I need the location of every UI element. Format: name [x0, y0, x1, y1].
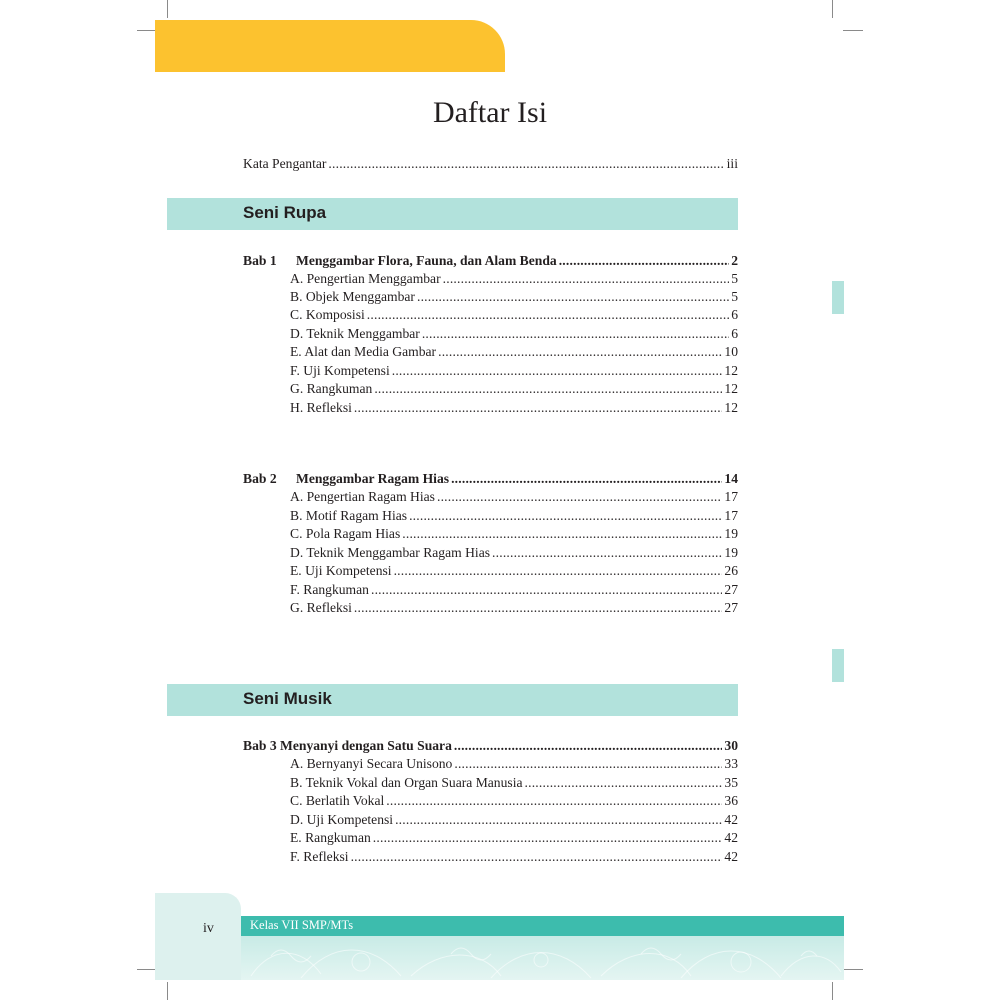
chapter-heading — [243, 252, 557, 270]
header-tab — [155, 20, 505, 72]
toc-entry-page: 19 — [724, 526, 738, 541]
chapter-number: Bab 2 — [243, 471, 277, 486]
leader-dots — [525, 774, 723, 792]
toc-entry-label: D. Uji Kompetensi — [290, 812, 394, 827]
toc-entry[interactable] — [290, 792, 738, 810]
toc-entry[interactable] — [290, 599, 738, 617]
leader-dots — [443, 270, 730, 288]
page-number: iv — [203, 921, 214, 936]
leader-dots — [374, 380, 722, 398]
leader-dots — [422, 325, 729, 343]
toc-entry[interactable] — [290, 544, 738, 562]
chapter-page: 14 — [724, 471, 738, 486]
toc-entry[interactable] — [290, 525, 738, 543]
toc-entry[interactable] — [290, 380, 738, 398]
toc-entry[interactable] — [290, 562, 738, 580]
leader-dots — [386, 792, 722, 810]
section-title: Seni Musik — [243, 689, 332, 708]
leader-dots — [402, 525, 722, 543]
crop-mark — [167, 982, 168, 1000]
toc-entry-label: Kata Pengantar — [243, 156, 327, 171]
book-title: Kelas VII SMP/MTs — [250, 918, 354, 932]
toc-entry-label: E. Uji Kompetensi — [290, 563, 392, 578]
leader-dots — [354, 599, 722, 617]
toc-entry-page: 12 — [724, 400, 738, 415]
page-title: Daftar Isi — [432, 96, 548, 129]
toc-chapter-3[interactable] — [243, 737, 738, 755]
toc-entry-page: 10 — [724, 344, 738, 359]
toc-entry-label: C. Pola Ragam Hias — [290, 526, 401, 541]
chapter-heading — [243, 470, 449, 488]
leader-dots — [392, 362, 723, 380]
chapter-number: Bab 1 — [243, 253, 277, 268]
toc-entry[interactable] — [290, 755, 738, 773]
chapter-title: Menggambar Ragam Hias — [296, 471, 450, 486]
toc-entry-label: E. Rangkuman — [290, 830, 371, 845]
toc-entry-label: G. Refleksi — [290, 600, 352, 615]
toc-entry[interactable] — [290, 325, 738, 343]
toc-entry-page: 19 — [724, 545, 738, 560]
toc-entry[interactable] — [290, 507, 738, 525]
toc-entry-label: A. Pengertian Ragam Hias — [290, 489, 435, 504]
leader-dots — [437, 488, 722, 506]
crop-mark — [832, 0, 833, 18]
toc-entry[interactable] — [290, 581, 738, 599]
section-title: Seni Rupa — [243, 203, 327, 222]
toc-chapter-2[interactable] — [243, 470, 738, 488]
toc-entry[interactable] — [290, 362, 738, 380]
toc-entry[interactable] — [290, 306, 738, 324]
leader-dots — [328, 155, 724, 173]
toc-entry-label: C. Komposisi — [290, 307, 365, 322]
toc-entry-page: 6 — [731, 326, 738, 341]
toc-entry-label: B. Teknik Vokal dan Organ Suara Manusia — [290, 775, 523, 790]
crop-mark — [137, 30, 157, 31]
toc-entry-label: G. Rangkuman — [290, 381, 373, 396]
leader-dots — [373, 829, 723, 847]
chapter-heading — [243, 737, 452, 755]
toc-entry-label: F. Rangkuman — [290, 582, 369, 597]
toc-entry[interactable] — [290, 270, 738, 288]
side-thumb-marker — [832, 281, 844, 314]
toc-entry-page: 5 — [731, 271, 738, 286]
section-header-seni-musik — [167, 684, 738, 716]
leader-dots — [371, 581, 722, 599]
chapter-number: Bab 3 — [243, 738, 277, 753]
toc-entry-page: 42 — [724, 812, 738, 827]
section-header-seni-rupa — [167, 198, 738, 230]
leader-dots — [409, 507, 722, 525]
toc-entry-page: 5 — [731, 289, 738, 304]
leader-dots — [394, 562, 723, 580]
toc-entry-label: B. Objek Menggambar — [290, 289, 415, 304]
toc-entry-page: 27 — [724, 582, 738, 597]
footer-ornament — [241, 936, 844, 980]
toc-entry-page: 6 — [731, 307, 738, 322]
crop-mark — [843, 30, 863, 31]
toc-entry-page: 33 — [724, 756, 738, 771]
leader-dots — [492, 544, 722, 562]
toc-chapter-1[interactable] — [243, 252, 738, 270]
footer-tab — [155, 893, 241, 980]
leader-dots — [454, 737, 723, 755]
toc-entry-page: 27 — [724, 600, 738, 615]
toc-entry-page: 42 — [724, 849, 738, 864]
toc-entry-preface[interactable] — [243, 155, 738, 173]
toc-entry-label: C. Berlatih Vokal — [290, 793, 385, 808]
toc-entry-label: F. Refleksi — [290, 849, 349, 864]
toc-entry-label: B. Motif Ragam Hias — [290, 508, 408, 523]
toc-entry-label: E. Alat dan Media Gambar — [290, 344, 437, 359]
side-thumb-marker — [832, 649, 844, 682]
toc-entry-label: D. Teknik Menggambar Ragam Hias — [290, 545, 491, 560]
chapter-page: 30 — [724, 738, 738, 753]
toc-entry[interactable] — [290, 288, 738, 306]
toc-entry-label: A. Bernyanyi Secara Unisono — [290, 756, 453, 771]
toc-entry[interactable] — [290, 399, 738, 417]
chapter-title: Menyanyi dengan Satu Suara — [280, 738, 452, 753]
toc-entry-page: 36 — [724, 793, 738, 808]
leader-dots — [395, 811, 722, 829]
footer-bar — [241, 916, 844, 936]
toc-entry-label: H. Refleksi — [290, 400, 352, 415]
toc-entry-label: A. Pengertian Menggambar — [290, 271, 441, 286]
toc-entry-page: 35 — [724, 775, 738, 790]
toc-entry-page: 12 — [724, 381, 738, 396]
toc-entry[interactable] — [290, 343, 738, 361]
crop-mark — [843, 969, 863, 970]
toc-entry-page: 42 — [724, 830, 738, 845]
leader-dots — [454, 755, 722, 773]
leader-dots — [367, 306, 729, 324]
chapter-page: 2 — [731, 253, 738, 268]
leader-dots — [559, 252, 730, 270]
leader-dots — [354, 399, 722, 417]
chapter-title: Menggambar Flora, Fauna, dan Alam Benda — [296, 253, 557, 268]
toc-entry-page: 26 — [724, 563, 738, 578]
leader-dots — [417, 288, 729, 306]
toc-entry-label: F. Uji Kompetensi — [290, 363, 390, 378]
toc-entry[interactable] — [290, 488, 738, 506]
leader-dots — [451, 470, 722, 488]
toc-entry[interactable] — [290, 829, 738, 847]
toc-entry[interactable] — [290, 774, 738, 792]
crop-mark — [167, 0, 168, 18]
ornament-pattern — [241, 936, 844, 980]
toc-entry-page: 12 — [724, 363, 738, 378]
crop-mark — [137, 969, 157, 970]
toc-entry-label: D. Teknik Menggambar — [290, 326, 420, 341]
leader-dots — [351, 848, 723, 866]
toc-entry-page: 17 — [724, 508, 738, 523]
toc-entry-page: iii — [726, 156, 738, 171]
leader-dots — [438, 343, 722, 361]
toc-entry-page: 17 — [724, 489, 738, 504]
toc-entry[interactable] — [290, 811, 738, 829]
crop-mark — [832, 982, 833, 1000]
toc-entry[interactable] — [290, 848, 738, 866]
